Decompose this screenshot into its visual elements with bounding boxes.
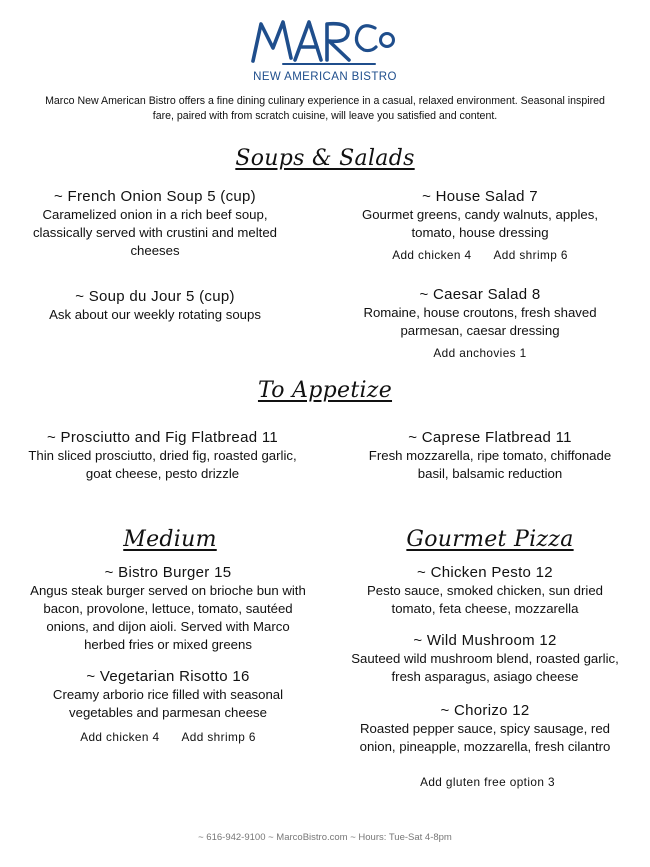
item-description: Ask about our weekly rotating soups — [49, 307, 261, 322]
item-description: Creamy arborio rice filled with seasonal vegetables and parmesan cheese — [52, 687, 284, 720]
item-description: Roasted pepper sauce, spicy sausage, red onion, pineapple, mozzarella, fresh cilantro — [359, 721, 611, 754]
item-name: ~ Caesar Salad 8 — [419, 286, 541, 303]
item-name: ~ Chicken Pesto 12 — [417, 564, 553, 581]
item-name: ~ Bistro Burger 15 — [104, 564, 232, 581]
footer-contact: ~ 616-942-9100 ~ MarcoBistro.com ~ Hours: Tue-Sat 4-8pm — [198, 832, 452, 843]
item-description: Pesto sauce, smoked chicken, sun dried tomato, feta cheese, mozzarella — [366, 583, 604, 616]
section-title-gourmet-pizza: Gourmet Pizza — [406, 527, 574, 552]
item-name: ~ French Onion Soup 5 (cup) — [54, 188, 256, 205]
menu-item-vegetarian-risotto — [18, 668, 318, 744]
section-title-to-appetize: To Appetize — [257, 378, 393, 403]
item-addons — [340, 248, 620, 262]
addon-chicken: Add chicken 4 — [80, 730, 160, 744]
item-description: Thin sliced prosciutto, dried fig, roasted garlic, goat cheese, pesto drizzle — [28, 448, 297, 481]
addon-chicken: Add chicken 4 — [392, 248, 472, 262]
menu-item-bistro-burger — [18, 564, 318, 654]
item-name: ~ Chorizo 12 — [440, 702, 530, 719]
item-description: Fresh mozzarella, ripe tomato, chiffonade basil, balsamic reduction — [368, 448, 612, 481]
item-name: ~ Wild Mushroom 12 — [413, 632, 557, 649]
item-name: ~ Prosciutto and Fig Flatbread 11 — [47, 429, 278, 446]
item-name: ~ House Salad 7 — [422, 188, 538, 205]
addon-shrimp: Add shrimp 6 — [493, 248, 568, 262]
menu-item-house-salad — [340, 188, 620, 262]
intro-text: Marco New American Bistro offers a fine dining culinary experience in a casual, relaxed environment. Seasonal inspired fare, paired with from scratch cuisine, will leave you satisfied and content. — [45, 95, 605, 122]
logo-subtitle: NEW AMERICAN BISTRO — [253, 71, 397, 83]
item-name: ~ Caprese Flatbread 11 — [408, 429, 572, 446]
item-name: ~ Vegetarian Risotto 16 — [86, 668, 250, 685]
addon-shrimp: Add shrimp 6 — [181, 730, 256, 744]
item-description: Sauteed wild mushroom blend, roasted garlic, fresh asparagus, asiago cheese — [351, 651, 619, 684]
logo-mark — [225, 14, 425, 72]
menu-item-caprese-flatbread — [345, 429, 635, 483]
menu-item-chorizo — [335, 702, 635, 756]
menu-item-soup-du-jour — [15, 288, 295, 324]
item-name: ~ Soup du Jour 5 (cup) — [75, 288, 235, 305]
menu-item-french-onion-soup — [15, 188, 295, 260]
menu-item-chicken-pesto — [335, 564, 635, 618]
item-description: Caramelized onion in a rich beef soup, classically served with crustini and melted cheeses — [32, 207, 278, 258]
section-title-soups-salads: Soups & Salads — [235, 146, 415, 171]
item-description: Angus steak burger served on brioche bun with bacon, provolone, lettuce, tomato, sautéed onions, and dijon aioli. Served with Marco herbed fries or mixed greens — [30, 583, 306, 652]
item-description: Gourmet greens, candy walnuts, apples, tomato, house dressing — [361, 207, 599, 240]
item-addons — [18, 730, 318, 744]
menu-item-caesar-salad — [340, 286, 620, 360]
addon-anchovies: Add anchovies 1 — [433, 346, 527, 360]
section-title-medium: Medium — [123, 527, 217, 552]
addon-gluten-free: Add gluten free option 3 — [420, 775, 555, 789]
menu-item-wild-mushroom — [335, 632, 635, 686]
logo — [225, 14, 425, 86]
menu-item-prosciutto-fig-flatbread — [10, 429, 315, 483]
item-description: Romaine, house croutons, fresh shaved parmesan, caesar dressing — [363, 305, 597, 338]
